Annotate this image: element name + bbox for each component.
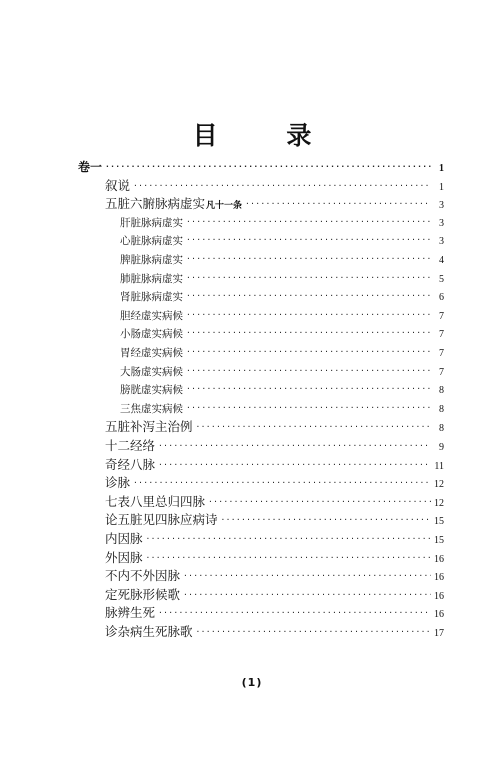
toc-entry-text: 小肠虚实病候	[120, 328, 183, 341]
toc-entry-text: 论五脏见四脉应病诗	[105, 512, 218, 528]
toc-page-number: 3	[439, 217, 444, 229]
toc-entry	[105, 585, 444, 605]
toc-entry-title	[105, 622, 193, 642]
toc-entry-text: 五脏补泻主治例	[105, 419, 193, 435]
page-number-footer: (1)	[241, 676, 263, 689]
toc-entry-text: 诊脉	[105, 475, 131, 491]
toc-entry-title	[105, 585, 180, 605]
toc-entry-text: 内因脉	[105, 531, 143, 546]
toc-page-number: 7	[439, 366, 444, 378]
dot-leader	[183, 566, 431, 586]
toc-page-number: 12	[434, 497, 444, 509]
toc-page-number: 15	[434, 516, 444, 528]
toc-entry-title	[105, 436, 155, 456]
toc-entry-text: 不内不外因脉	[105, 568, 181, 584]
toc-entry	[105, 492, 444, 512]
toc-entry-text: 肝脏脉病虚实	[120, 216, 183, 229]
toc-entry-title	[105, 566, 180, 586]
toc-entry-title	[105, 176, 130, 196]
toc-entry-text: 大肠虚实病候	[120, 365, 183, 378]
toc-entry	[120, 399, 444, 419]
toc-entry	[105, 622, 444, 642]
toc-entry-title	[105, 529, 143, 549]
dot-leader	[133, 176, 431, 196]
toc-page-number: 8	[439, 385, 444, 397]
toc-page-number: 9	[439, 442, 444, 453]
dot-leader	[158, 436, 431, 456]
toc-entry-title	[120, 399, 183, 419]
dot-leader	[196, 622, 431, 642]
toc-page-number: 16	[434, 572, 444, 584]
toc-page-number: 12	[434, 479, 444, 491]
toc-page-number: 1	[439, 163, 444, 174]
toc-entry-text: 卷一	[78, 160, 103, 174]
toc-page-number: 7	[439, 329, 444, 341]
toc-entry	[105, 548, 444, 568]
toc-entry	[78, 157, 444, 177]
dot-leader	[186, 230, 431, 250]
toc-page-number: 8	[439, 403, 444, 415]
toc-entry-title	[120, 306, 183, 326]
toc-entry-text: 三焦虚实病候	[120, 402, 183, 415]
toc-entry-title	[120, 231, 183, 251]
toc-entry-text: 定死脉形候歌	[105, 586, 181, 602]
dot-leader	[105, 157, 431, 177]
toc-entry-text: 外因脉	[105, 549, 143, 565]
toc-entry-title	[105, 603, 155, 623]
toc-entry-title	[120, 269, 183, 289]
toc-entry-text: 心脏脉病虚实	[120, 235, 183, 248]
toc-entry	[105, 566, 444, 586]
toc-entry-text: 叙说	[105, 177, 131, 193]
toc-page-number: 16	[434, 590, 444, 602]
toc-page-number: 16	[434, 553, 444, 565]
toc-entry	[105, 473, 444, 493]
toc-entry-text: 膀胱虚实病候	[120, 384, 183, 397]
toc-entry	[105, 176, 444, 196]
dot-leader	[158, 455, 431, 475]
toc-entry-title	[120, 343, 183, 363]
toc-page-number: 6	[439, 292, 444, 304]
toc-entry-text: 诊杂病生死脉歌	[105, 624, 193, 639]
toc-entry-text: 七表八里总归四脉	[105, 493, 206, 509]
toc-page-number: 3	[439, 236, 444, 248]
toc-entry-title	[105, 492, 205, 512]
toc-entry-title	[120, 287, 183, 307]
toc-page-number: 3	[439, 200, 444, 212]
toc-page-number: 16	[434, 609, 444, 621]
toc-page-number: 7	[439, 348, 444, 359]
toc-entry-title	[120, 362, 183, 382]
toc-entry	[105, 510, 444, 530]
dot-leader	[146, 529, 431, 549]
toc-page-number: 15	[434, 535, 444, 546]
toc-entry-text: 五脏六腑脉病虚实	[105, 196, 206, 212]
dot-leader	[221, 510, 431, 530]
toc-page-number: 11	[434, 460, 444, 472]
dot-leader	[186, 323, 431, 343]
toc-entry-title	[105, 417, 193, 437]
toc-page-number: 7	[439, 310, 444, 322]
toc-entry-title	[120, 324, 183, 344]
toc-entry-text: 胆经虚实病候	[120, 309, 183, 322]
toc-entry-text: 奇经八脉	[105, 456, 156, 472]
toc-page-number: 17	[434, 628, 444, 639]
toc-entry-text: 胃经虚实病候	[120, 347, 183, 359]
toc-entry-title	[105, 548, 143, 568]
dot-leader	[183, 585, 431, 605]
toc-entry-title	[120, 250, 183, 270]
toc-page-number: 4	[439, 255, 444, 266]
toc-entry	[105, 455, 444, 475]
dot-leader	[133, 473, 431, 493]
toc-entry-text: 肺脏脉病虚实	[120, 272, 183, 285]
toc-entry	[105, 436, 444, 456]
dot-leader	[186, 342, 431, 362]
dot-leader	[146, 548, 431, 568]
dot-leader	[186, 249, 431, 269]
toc-entry-text: 脾脏脉病虚实	[120, 254, 183, 266]
toc-page-number: 5	[439, 273, 444, 285]
toc-entry	[105, 603, 444, 623]
toc-page-number: 8	[439, 423, 444, 435]
dot-leader	[208, 492, 431, 512]
dot-leader	[196, 417, 431, 437]
dot-leader	[186, 212, 431, 232]
toc-entry-note: 凡十一条	[206, 201, 243, 212]
dot-leader	[186, 305, 431, 325]
toc-entry-title	[120, 213, 183, 233]
toc-entry-text: 十二经络	[105, 438, 156, 453]
toc-entry-text: 肾脏脉病虚实	[120, 291, 183, 304]
toc-entry-title	[105, 455, 155, 475]
toc-page-number: 1	[439, 181, 444, 193]
toc-entry-title	[105, 510, 218, 530]
page-title: 目 录	[192, 121, 342, 150]
toc-entry	[105, 417, 444, 437]
dot-leader	[158, 603, 431, 623]
dot-leader	[186, 361, 431, 381]
toc-entry	[105, 529, 444, 549]
dot-leader	[186, 286, 431, 306]
dot-leader	[186, 379, 431, 399]
toc-entry-title	[105, 473, 130, 493]
toc-entry-title	[78, 157, 102, 177]
dot-leader	[186, 268, 431, 288]
toc-entry-text: 脉辨生死	[105, 605, 156, 621]
dot-leader	[186, 398, 431, 418]
toc-entry-title	[120, 380, 183, 400]
